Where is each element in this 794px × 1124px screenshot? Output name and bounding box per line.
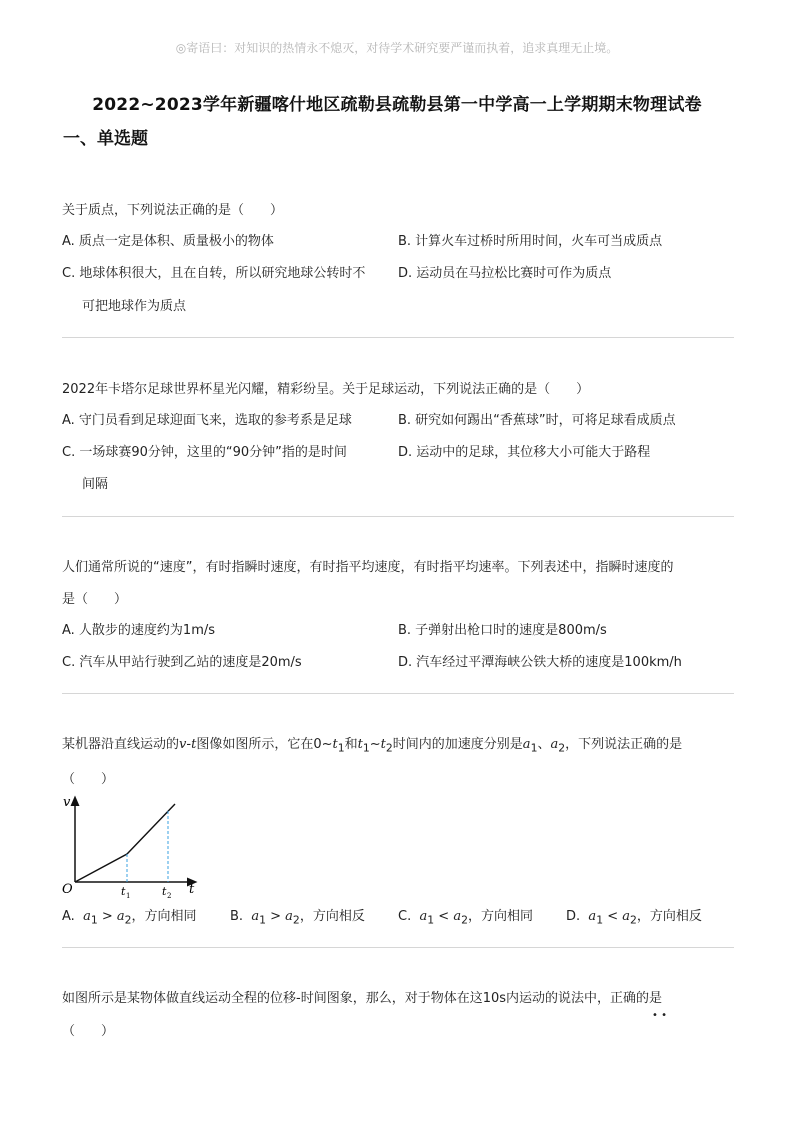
divider bbox=[62, 337, 734, 338]
option-b[interactable]: B. 子弹射出枪口时的速度是800m/s bbox=[398, 623, 607, 638]
option-b[interactable]: B. 研究如何踢出“香蕉球”时，可将足球看成质点 bbox=[398, 413, 676, 428]
section-heading: 一、单选题 bbox=[63, 129, 148, 149]
option-c[interactable]: C. 汽车从甲站行驶到乙站的速度是20m/s bbox=[62, 655, 302, 670]
question-3-stem-line1: 人们通常所说的“速度”，有时指瞬时速度，有时指平均速度，有时指平均速率。下列表述中，指瞬时速度的 bbox=[62, 560, 674, 575]
vt-line bbox=[75, 804, 175, 882]
divider bbox=[62, 516, 734, 517]
question-4 bbox=[62, 736, 734, 758]
option-d[interactable]: D. 汽车经过平潭海峡公铁大桥的速度是100km/h bbox=[398, 655, 682, 670]
header-motto: ◎寄语曰：对知识的热情永不熄灭，对待学术研究要严谨而执着，追求真理无止境。 bbox=[175, 41, 619, 55]
question-5 bbox=[62, 990, 734, 1008]
t-label: t bbox=[189, 882, 195, 897]
option-d[interactable]: D. $a_1 < a_2$，方向相反 bbox=[566, 909, 702, 927]
option-a[interactable]: A. $a_1 > a_2$，方向相同 bbox=[62, 909, 197, 927]
option-d[interactable]: D. 运动员在马拉松比赛时可作为质点 bbox=[398, 266, 612, 281]
option-c[interactable]: C. $a_1 < a_2$，方向相同 bbox=[398, 909, 533, 927]
question-1-stem: 关于质点，下列说法正确的是（ ） bbox=[62, 203, 284, 218]
option-c-continued: 可把地球作为质点 bbox=[82, 299, 187, 314]
question-3-line2 bbox=[62, 591, 734, 609]
option-a[interactable]: A. 守门员看到足球迎面飞来，选取的参考系是足球 bbox=[62, 413, 352, 428]
option-b[interactable]: B. $a_1 > a_2$，方向相反 bbox=[230, 909, 365, 927]
divider bbox=[62, 947, 734, 948]
question-5-line2 bbox=[62, 1023, 734, 1041]
question-4-line2 bbox=[62, 771, 734, 789]
question-5-stem-line1: 如图所示是某物体做直线运动全程的位移-时间图象，那么，对于物体在这10s内运动的说法中，正确的是 bbox=[62, 991, 663, 1006]
divider bbox=[62, 693, 734, 694]
question-2 bbox=[62, 381, 734, 399]
t1-label: t bbox=[121, 885, 126, 898]
option-c-continued: 间隔 bbox=[82, 477, 109, 492]
vt-graph bbox=[58, 792, 208, 900]
question-1 bbox=[62, 202, 734, 220]
question-4-stem-line1: 某机器沿直线运动的v-t图像如图所示，它在$0\sim t_1$和$t_1\sim t_2$时间内的加速度分别是$a_1$、$a_2$，下列说法正确的是 bbox=[62, 737, 683, 755]
option-c[interactable]: C. 一场球赛90分钟，这里的“90分钟”指的是时间 bbox=[62, 445, 347, 460]
option-d[interactable]: D. 运动中的足球，其位移大小可能大于路程 bbox=[398, 445, 651, 460]
paper-title: 2022~2023学年新疆喀什地区疏勒县疏勒县第一中学高一上学期期末物理试卷 bbox=[92, 95, 702, 115]
v-label: v bbox=[63, 795, 71, 810]
question-5-stem-line2: （ ） bbox=[62, 1024, 115, 1039]
t2-sub: 2 bbox=[167, 892, 172, 900]
question-2-stem: 2022年卡塔尔足球世界杯星光闪耀，精彩纷呈。关于足球运动，下列说法正确的是（ ） bbox=[62, 382, 590, 397]
t1-sub: 1 bbox=[126, 892, 131, 900]
t2-label: t bbox=[162, 885, 167, 898]
option-a[interactable]: A. 质点一定是体积、质量极小的物体 bbox=[62, 234, 274, 249]
origin-label: O bbox=[62, 882, 73, 897]
option-a[interactable]: A. 人散步的速度约为1m/s bbox=[62, 623, 216, 638]
question-3 bbox=[62, 559, 734, 577]
option-b[interactable]: B. 计算火车过桥时所用时间，火车可当成质点 bbox=[398, 234, 663, 249]
question-3-stem-line2: 是（ ） bbox=[62, 592, 128, 607]
question-4-stem-line2: （ ） bbox=[62, 772, 115, 787]
emphasis-dots: • • bbox=[652, 1010, 667, 1021]
option-c[interactable]: C. 地球体积很大，且在自转，所以研究地球公转时不 bbox=[62, 266, 366, 281]
